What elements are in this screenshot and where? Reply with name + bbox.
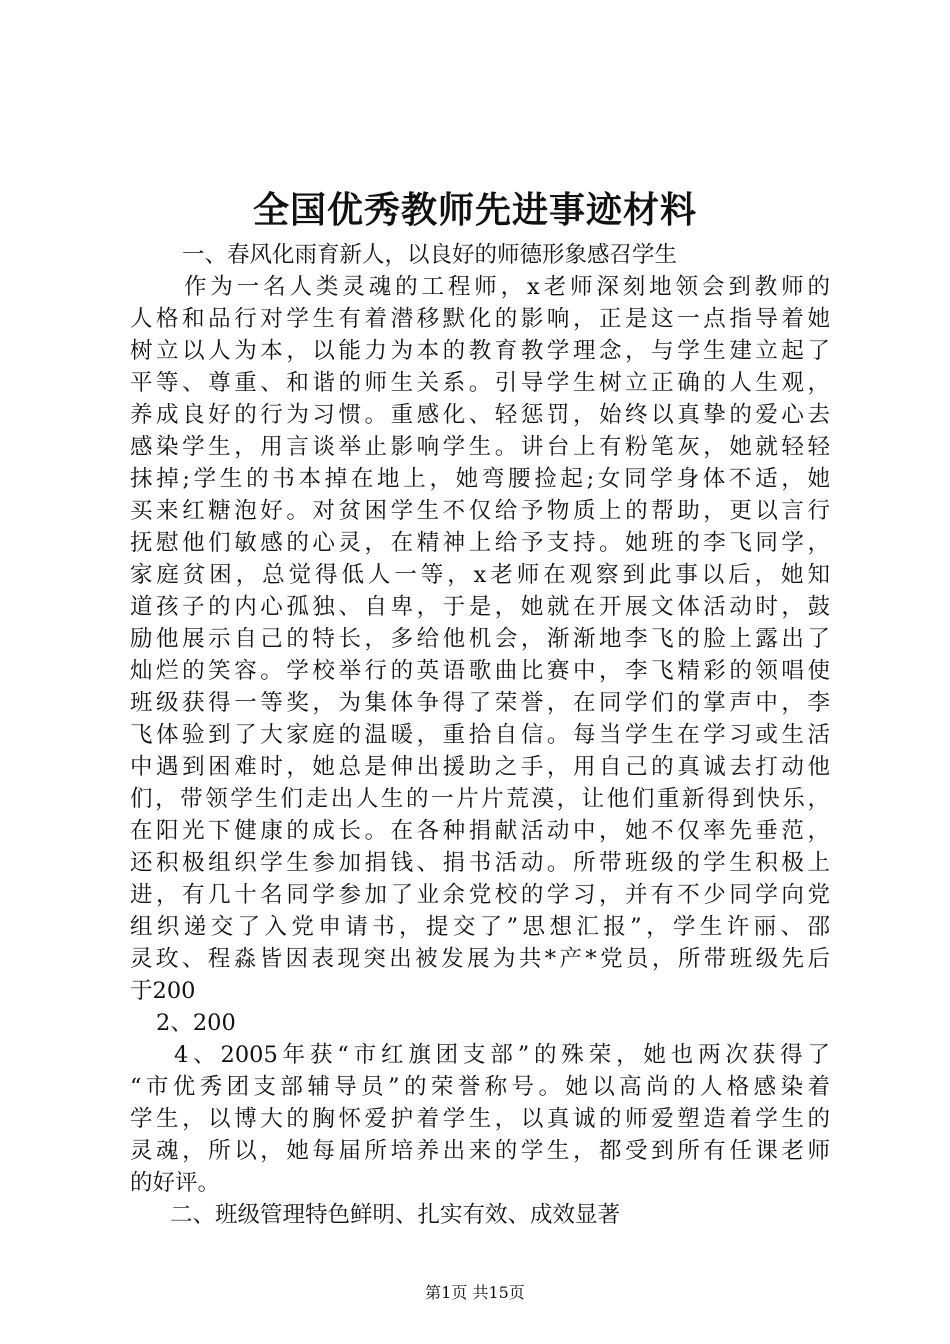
paragraph-line: 灵魂，所以，她每届所培养出来的学生，都受到所有任课老师 [130, 1138, 830, 1164]
paragraph-line: “市优秀团支部辅导员”的荣誉称号。她以高尚的人格感染着 [130, 1074, 830, 1100]
paragraph-line: 平等、尊重、和谐的师生关系。引导学生树立正确的人生观， [130, 370, 830, 396]
paragraph-line: 抹掉;学生的书本掉在地上，她弯腰捡起;女同学身体不适，她 [130, 466, 830, 492]
paragraph-line: 买来红糖泡好。对贫困学生不仅给予物质上的帮助，更以言行 [130, 498, 830, 524]
paragraph-line: 中遇到困难时，她总是伸出援助之手，用自己的真诚去打动他 [130, 754, 830, 780]
section-heading: 二、班级管理特色鲜明、扎实有效、成效显著 [170, 1202, 621, 1228]
paragraph-line: 学生，以博大的胸怀爱护着学生，以真诚的师爱塑造着学生的 [130, 1106, 830, 1132]
paragraph-line: 道孩子的内心孤独、自卑，于是，她就在开展文体活动时，鼓 [130, 594, 830, 620]
paragraph-line: 灿烂的笑容。学校举行的英语歌曲比赛中，李飞精彩的领唱使 [130, 658, 830, 684]
paragraph-line: 组织递交了入党申请书，提交了”思想汇报”，学生许丽、邵 [130, 914, 830, 940]
section-heading: 一、春风化雨育新人，以良好的师德形象感召学生 [182, 242, 678, 268]
paragraph-line: 还积极组织学生参加捐钱、捐书活动。所带班级的学生积极上 [130, 850, 830, 876]
paragraph-line: 飞体验到了大家庭的温暖，重拾自信。每当学生在学习或生活 [130, 722, 830, 748]
page-footer: 第1页 共15页 [425, 1283, 525, 1302]
paragraph-line: 们，带领学生们走出人生的一片片荒漠，让他们重新得到快乐， [130, 786, 830, 812]
paragraph-line: 灵玫、程淼皆因表现突出被发展为共*产*党员，所带班级先后 [130, 946, 830, 972]
paragraph-line: 的好评。 [130, 1170, 221, 1196]
paragraph-line: 进，有几十名同学参加了业余党校的学习，并有不少同学向党 [130, 882, 830, 908]
document-body [130, 239, 830, 1231]
paragraph-line: 作为一名人类灵魂的工程师，x老师深刻地领会到教师的 [184, 274, 830, 300]
paragraph-line: 励他展示自己的特长，多给他机会，渐渐地李飞的脸上露出了 [130, 626, 830, 652]
paragraph-line: 抚慰他们敏感的心灵，在精神上给予支持。她班的李飞同学， [130, 530, 830, 556]
paragraph-line: 感染学生，用言谈举止影响学生。讲台上有粉笔灰，她就轻轻 [130, 434, 830, 460]
paragraph-line: 2、200 [156, 1010, 236, 1036]
paragraph-line: 树立以人为本，以能力为本的教育教学理念，与学生建立起了 [130, 338, 830, 364]
paragraph-line: 家庭贫困，总觉得低人一等，x老师在观察到此事以后，她知 [130, 562, 830, 588]
paragraph-line: 养成良好的行为习惯。重感化、轻惩罚，始终以真挚的爱心去 [130, 402, 830, 428]
paragraph-line: 班级获得一等奖，为集体争得了荣誉，在同学们的掌声中，李 [130, 690, 830, 716]
paragraph-line: 在阳光下健康的成长。在各种捐献活动中，她不仅率先垂范， [130, 818, 830, 844]
document-title: 全国优秀教师先进事迹材料 [252, 189, 697, 231]
paragraph-line: 4、2005年获“市红旗团支部”的殊荣，她也两次获得了 [174, 1042, 830, 1068]
paragraph-line: 人格和品行对学生有着潜移默化的影响，正是这一点指导着她 [130, 306, 830, 332]
paragraph-line: 于200 [130, 978, 196, 1004]
